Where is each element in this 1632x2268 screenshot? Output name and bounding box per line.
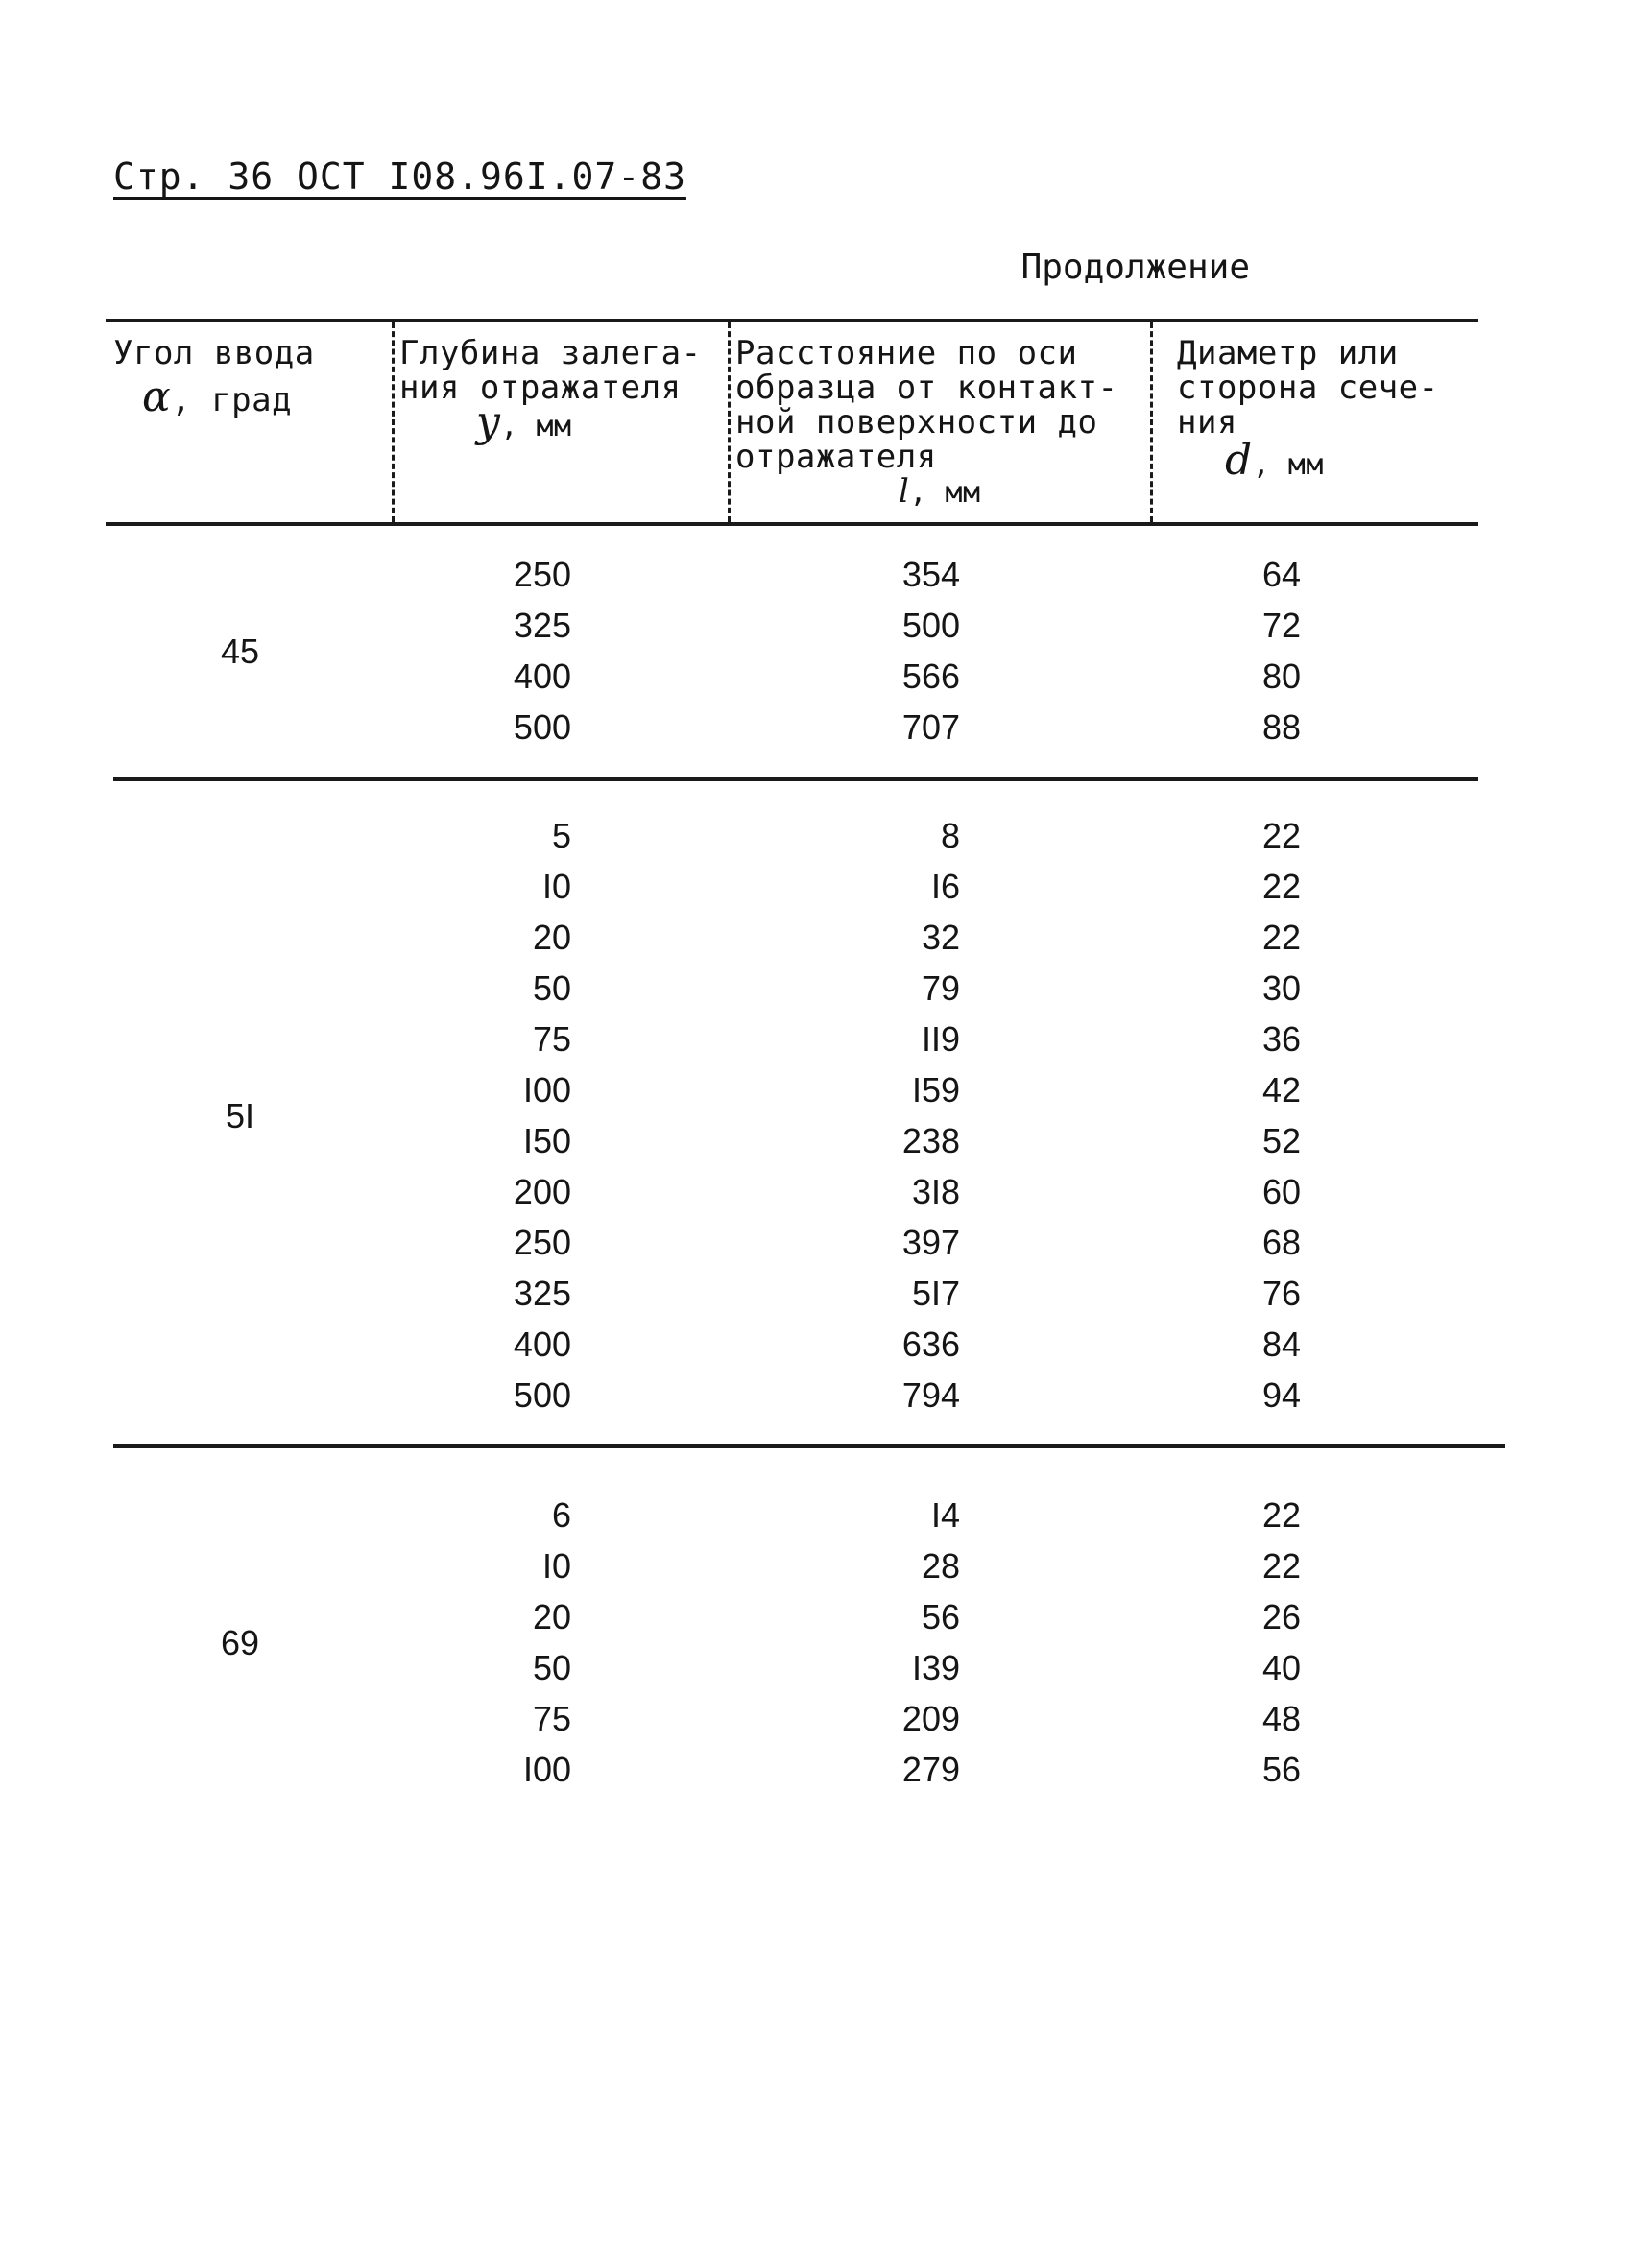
distance-value: 56: [921, 1597, 960, 1636]
y-symbol: y: [476, 397, 501, 446]
distance-value: 707: [901, 707, 960, 747]
col-header-depth-line2: ния отражателя: [399, 369, 682, 407]
diameter-value: 76: [1261, 1274, 1302, 1313]
depth-value: 6: [551, 1495, 571, 1535]
depth-value: 75: [532, 1019, 571, 1059]
diameter-value: 52: [1261, 1121, 1302, 1160]
diameter-value: 80: [1261, 657, 1302, 696]
depth-value: I00: [522, 1070, 571, 1110]
depth-value: 200: [513, 1172, 571, 1211]
depth-value: I0: [541, 1546, 571, 1586]
diameter-value: 30: [1261, 968, 1302, 1008]
distance-value: I39: [911, 1648, 960, 1687]
alpha-symbol: α: [142, 372, 172, 421]
column-divider-3: [1150, 322, 1153, 522]
depth-value: 5: [551, 816, 571, 855]
col-header-angle: [113, 334, 387, 421]
depth-value: 50: [532, 968, 571, 1008]
depth-value: I00: [522, 1750, 571, 1789]
col-header-distance-line2: образца от контакт-: [735, 369, 1118, 407]
diameter-value: 60: [1261, 1172, 1302, 1211]
column-divider-2: [728, 322, 731, 522]
col-header-distance-line4: отражателя: [735, 438, 937, 476]
angle-value: 45: [220, 631, 260, 671]
col-header-angle-unit: , град: [171, 381, 293, 419]
diameter-value: 36: [1261, 1019, 1302, 1059]
distance-value: 3I8: [911, 1172, 960, 1211]
depth-value: I50: [522, 1121, 571, 1160]
distance-value: 354: [901, 555, 960, 594]
diameter-value: 56: [1261, 1750, 1302, 1789]
distance-value: 28: [921, 1546, 960, 1586]
distance-value: 238: [901, 1121, 960, 1160]
col-header-distance-line1: Расстояние по оси: [735, 334, 1078, 372]
depth-value: 250: [513, 555, 571, 594]
table-header-rule: [106, 522, 1478, 526]
l-symbol: l: [899, 472, 910, 511]
depth-value: 20: [532, 1597, 571, 1636]
diameter-value: 84: [1261, 1325, 1302, 1364]
diameter-value: 68: [1261, 1223, 1302, 1262]
diameter-value: 40: [1261, 1648, 1302, 1687]
distance-value: I59: [911, 1070, 960, 1110]
distance-value: II9: [921, 1019, 960, 1059]
distance-value: 279: [901, 1750, 960, 1789]
col-header-diameter-line1: Диаметр или: [1177, 334, 1399, 372]
depth-value: 400: [513, 657, 571, 696]
diameter-value: 22: [1261, 918, 1302, 957]
diameter-value: 22: [1261, 1546, 1302, 1586]
distance-value: 500: [901, 606, 960, 645]
distance-value: 32: [921, 918, 960, 957]
diameter-value: 22: [1261, 816, 1302, 855]
group-divider-1: [113, 777, 1478, 781]
col-header-angle-line1: Угол ввода: [113, 334, 315, 372]
col-header-distance: [735, 336, 1148, 511]
col-header-diameter: [1177, 336, 1484, 483]
column-divider-1: [392, 322, 395, 522]
d-symbol: d: [1225, 436, 1253, 485]
page-header: Стр. 36 ОСТ I08.96I.07-83: [113, 155, 686, 198]
continuation-label: Продолжение: [1020, 248, 1250, 287]
diameter-value: 64: [1261, 555, 1302, 594]
distance-value: 397: [901, 1223, 960, 1262]
distance-value: 636: [901, 1325, 960, 1364]
angle-value: 69: [220, 1622, 260, 1662]
depth-value: 325: [513, 606, 571, 645]
col-header-diameter-unit: , мм: [1252, 448, 1324, 482]
col-header-diameter-line3: ния: [1177, 403, 1237, 442]
col-header-distance-line3: ной поверхности до: [735, 403, 1098, 442]
distance-value: 8: [940, 816, 960, 855]
distance-value: I4: [930, 1495, 960, 1535]
depth-value: 250: [513, 1223, 571, 1262]
depth-value: 75: [532, 1699, 571, 1738]
diameter-value: 94: [1261, 1375, 1302, 1415]
col-header-depth-unit: , мм: [500, 410, 572, 443]
depth-value: I0: [541, 867, 571, 906]
diameter-value: 22: [1261, 867, 1302, 906]
diameter-value: 48: [1261, 1699, 1302, 1738]
diameter-value: 26: [1261, 1597, 1302, 1636]
table-top-rule: [106, 319, 1478, 322]
col-header-diameter-line2: сторона сече-: [1177, 369, 1439, 407]
distance-value: 5I7: [911, 1274, 960, 1313]
diameter-value: 42: [1261, 1070, 1302, 1110]
diameter-value: 88: [1261, 707, 1302, 747]
angle-value: 5I: [225, 1095, 255, 1135]
distance-value: 79: [921, 968, 960, 1008]
depth-value: 500: [513, 707, 571, 747]
distance-value: I6: [930, 867, 960, 906]
distance-value: 794: [901, 1375, 960, 1415]
depth-value: 50: [532, 1648, 571, 1687]
depth-value: 400: [513, 1325, 571, 1364]
col-header-depth: [399, 336, 726, 444]
col-header-distance-unit: , мм: [909, 476, 981, 510]
diameter-value: 22: [1261, 1495, 1302, 1535]
depth-value: 325: [513, 1274, 571, 1313]
distance-value: 209: [901, 1699, 960, 1738]
depth-value: 500: [513, 1375, 571, 1415]
depth-value: 20: [532, 918, 571, 957]
group-divider-2: [113, 1444, 1505, 1448]
distance-value: 566: [901, 657, 960, 696]
col-header-depth-line1: Глубина залега-: [399, 334, 702, 372]
diameter-value: 72: [1261, 606, 1302, 645]
